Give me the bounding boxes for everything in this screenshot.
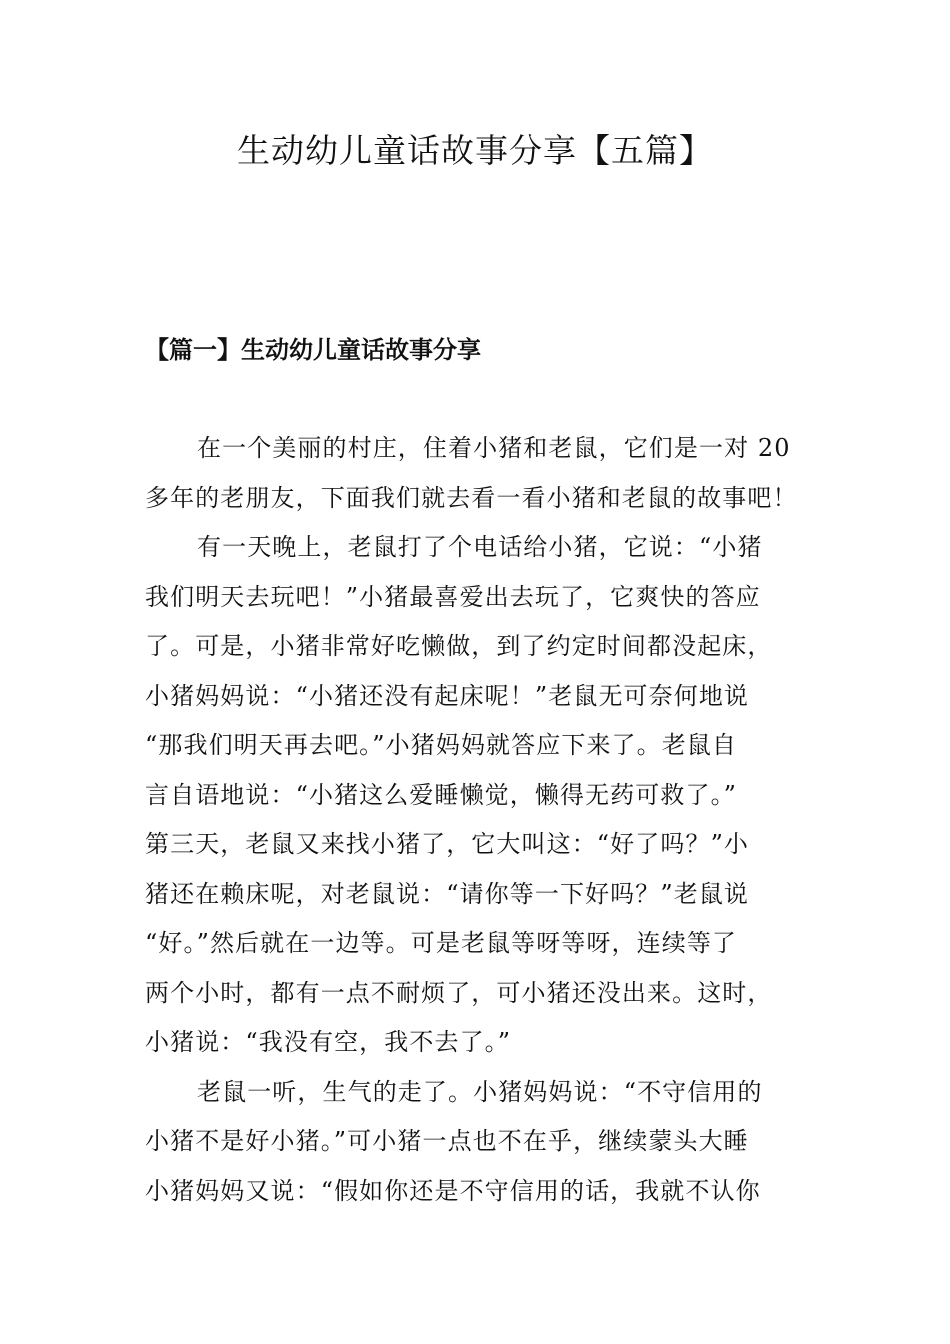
text-line: 两个小时，都有一点不耐烦了，可小猪还没出来。这时， — [145, 978, 773, 1007]
text-line: 小猪说：“我没有空，我不去了。” — [145, 1028, 512, 1056]
text-line: “那我们明天再去吧。”小猪妈妈就答应下来了。老鼠自 — [145, 731, 738, 759]
text-line: 小猪妈妈说：“小猪还没有起床呢！”老鼠无可奈何地说 — [145, 681, 750, 710]
text-line: 猪还在赖床呢，对老鼠说：“请你等一下好吗？”老鼠说 — [145, 879, 750, 908]
text-line: 老鼠一听，生气的走了。小猪妈妈说：“不守信用的 — [197, 1077, 763, 1106]
text-line: 了。可是，小猪非常好吃懒做，到了约定时间都没起床， — [145, 632, 773, 660]
text-line: 在一个美丽的村庄，住着小猪和老鼠，它们是一对 20 — [197, 434, 791, 462]
text-line: 多年的老朋友，下面我们就去看一看小猪和老鼠的故事吧！ — [145, 483, 798, 512]
document-title: 生动幼儿童话故事分享【五篇】 — [237, 131, 713, 170]
story-body — [145, 424, 810, 1216]
text-line: 言自语地说：“小猪这么爱睡懒觉，懒得无药可救了。” — [145, 780, 738, 809]
section-heading: 【篇一】生动幼儿童话故事分享 — [145, 335, 481, 364]
text-line: 第三天，老鼠又来找小猪了，它大叫这：“好了吗？”小 — [145, 830, 750, 858]
text-line: 小猪不是好小猪。”可小猪一点也不在乎，继续蒙头大睡 — [145, 1127, 749, 1155]
text-line: 我们明天去玩吧！”小猪最喜爱出去玩了，它爽快的答应 — [145, 582, 761, 611]
text-line: 小猪妈妈又说：“假如你还是不守信用的话，我就不认你 — [145, 1176, 761, 1205]
text-line: 有一天晚上，老鼠打了个电话给小猪，它说：“小猪 — [197, 533, 763, 561]
text-line: “好。”然后就在一边等。可是老鼠等呀等呀，连续等了 — [145, 929, 738, 957]
